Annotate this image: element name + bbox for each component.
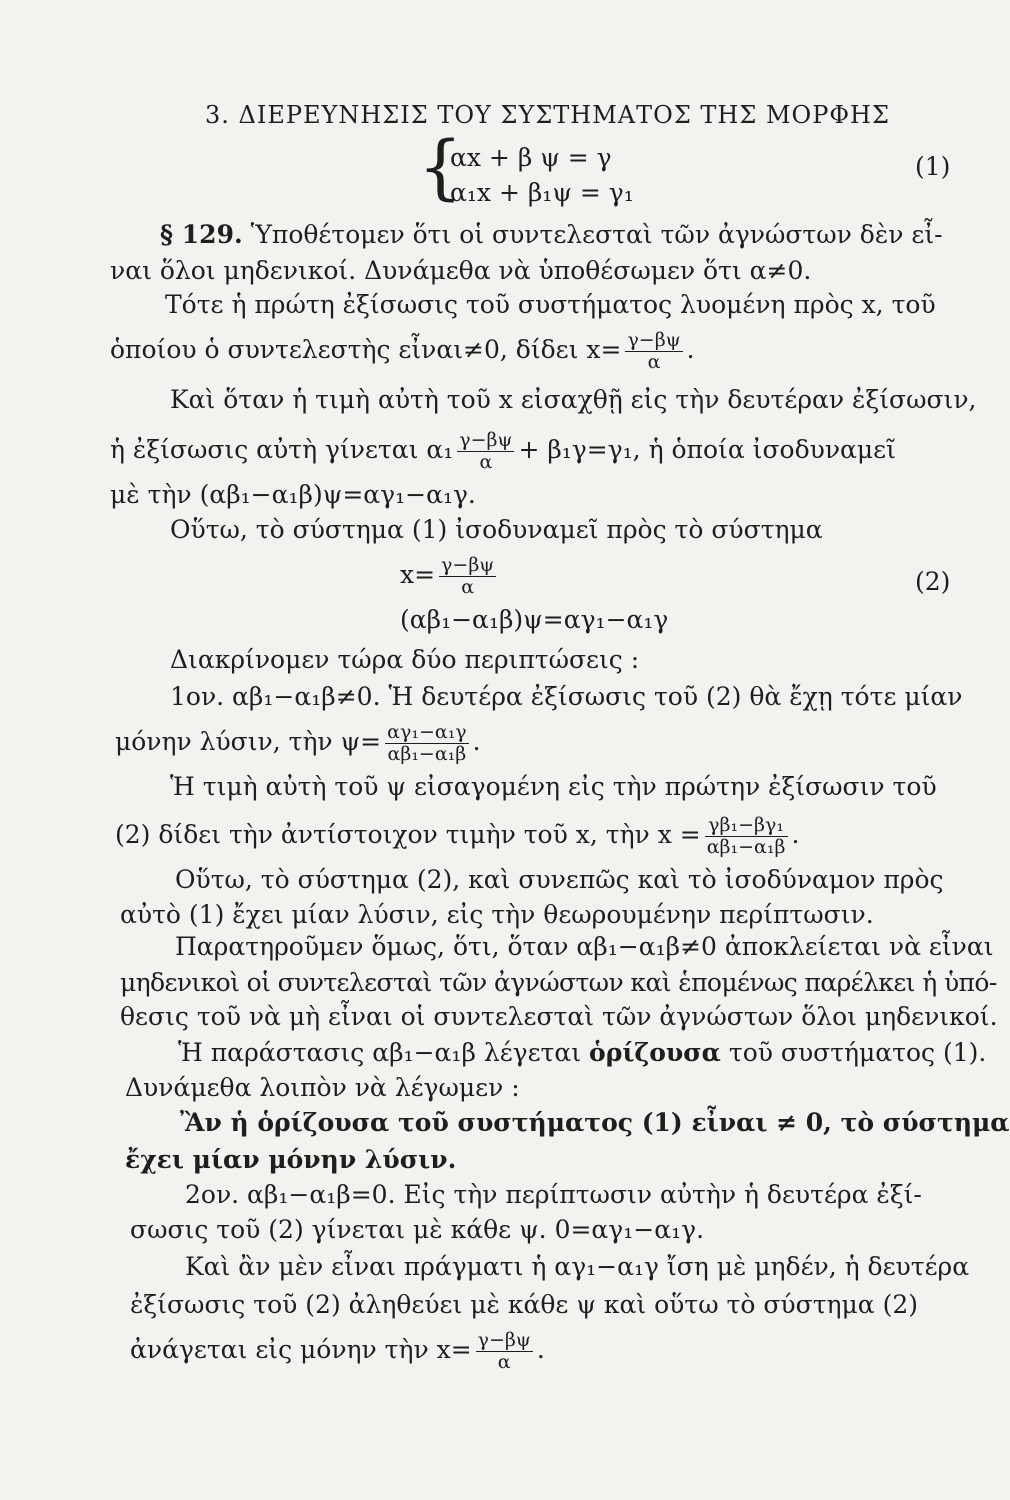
para-kaian-pre: ἀνάγεται εἰς μόνην τὴν x= — [130, 1335, 472, 1364]
para-timi-pre: (2) δίδει τὴν ἀντίστοιχον τιμὴν τοῦ x, τὴν x = — [115, 820, 701, 849]
para129-text: Ὑποθέτομεν ὅτι οἱ συντελεσταὶ τῶν ἀγνώστων δὲν εἶ- — [250, 220, 943, 249]
fraction-numerator: γ−βψ — [441, 554, 495, 576]
para-outo1-line1: Οὕτω, τὸ σύστημα (1) ἰσοδυναμεῖ πρὸς τὸ σύστημα — [170, 515, 823, 544]
term-orizousa: ὁρίζουσα — [589, 1038, 721, 1067]
para129-line1 — [160, 220, 943, 250]
case1-line2 — [115, 722, 481, 765]
para-kai-line1: Καὶ ὅταν ἡ τιμὴ αὐτὴ τοῦ x εἰσαχθῇ εἰς τὴν δευτέραν ἐξίσωσιν, — [170, 385, 977, 414]
fraction-x — [476, 1330, 533, 1373]
para-parast-line2: Δυνάμεθα λοιπὸν νὰ λέγωμεν : — [125, 1073, 520, 1102]
fraction-denominator: αβ₁−α₁β — [385, 743, 469, 765]
para-parast-post: τοῦ συστήματος (1). — [728, 1038, 987, 1067]
punctuation: . — [686, 335, 695, 364]
fraction-x-solution — [705, 815, 788, 858]
section-title: 3. ΔΙΕΡΕΥΝΗΣΙΣ ΤΟΥ ΣΥΣΤΗΜΑΤΟΣ ΤΗΣ ΜΟΡΦΗΣ — [205, 101, 890, 129]
system1-brace: { — [418, 126, 463, 208]
system2-eq1 — [400, 555, 500, 598]
para-tote-line2 — [110, 330, 695, 373]
fraction-denominator: αβ₁−α₁β — [706, 836, 786, 858]
fraction-denominator: α — [476, 1351, 533, 1373]
system2-lhs: x= — [400, 560, 436, 589]
fraction-numerator: γ−βψ — [459, 429, 513, 451]
case1-pre: μόνην λύσιν, τὴν ψ= — [115, 727, 382, 756]
para-parat-line1: Παρατηροῦμεν ὅμως, ὅτι, ὅταν αβ₁−α₁β≠0 ἀποκλείεται νὰ εἶναι — [175, 932, 994, 961]
case2-line1: 2ον. αβ₁−α₁β=0. Εἰς τὴν περίπτωσιν αὐτὴν ἡ δευτέρα ἐξί- — [185, 1180, 922, 1209]
para-kai-line2 — [110, 430, 896, 473]
para-kaian-line2: ἐξίσωσις τοῦ (2) ἀληθεύει μὲ κάθε ψ καὶ οὕτω τὸ σύστημα (2) — [130, 1290, 918, 1319]
fraction-denominator: α — [439, 576, 496, 598]
para-kai-line3: μὲ τὴν (αβ₁−α₁β)ψ=αγ₁−α₁γ. — [110, 480, 476, 509]
punctuation: . — [472, 727, 481, 756]
para-timi-line2 — [115, 815, 799, 858]
theorem-line2: ἔχει μίαν μόνην λύσιν. — [125, 1145, 457, 1174]
fraction-x — [439, 555, 496, 598]
punctuation: . — [791, 820, 800, 849]
fraction-psi — [385, 722, 469, 765]
para-kaian-line3 — [130, 1330, 545, 1373]
fraction-x — [457, 430, 514, 473]
para129-line2: ναι ὅλοι μηδενικοί. Δυνάμεθα νὰ ὑποθέσωμεν ὅτι α≠0. — [110, 256, 812, 285]
para-parat-line2: μηδενικοὶ οἱ συντελεσταὶ τῶν ἀγνώστων καὶ ἑπομένως παρέλκει ἡ ὑπό- — [120, 968, 997, 997]
fraction-x — [625, 330, 682, 373]
section-number: § 129. — [160, 220, 243, 249]
para-parat-line3: θεσις τοῦ νὰ μὴ εἶναι οἱ συντελεσταὶ τῶν ἀγνώστων ὅλοι μηδενικοί. — [120, 1002, 998, 1031]
para-outo2-line2: αὐτὸ (1) ἔχει μίαν λύσιν, εἰς τὴν θεωρουμένην περίπτωσιν. — [120, 900, 874, 929]
para-parast-line1 — [178, 1038, 986, 1068]
theorem-line1: Ἂν ἡ ὁρίζουσα τοῦ συστήματος (1) εἶναι ≠ 0, τὸ σύστημα — [180, 1108, 1010, 1137]
fraction-denominator: α — [457, 451, 514, 473]
system1-eq2: α₁x + β₁ψ = γ₁ — [450, 178, 634, 207]
fraction-denominator: α — [625, 351, 682, 373]
para-timi-line1: Ἡ τιμὴ αὐτὴ τοῦ ψ εἰσαγομένη εἰς τὴν πρώτην ἐξίσωσιν τοῦ — [170, 772, 937, 801]
fraction-numerator: γ−βψ — [627, 329, 681, 351]
fraction-numerator: γ−βψ — [477, 1329, 531, 1351]
system1-eq1: αx + β ψ = γ — [450, 143, 612, 172]
system2-eq2: (αβ₁−α₁β)ψ=αγ₁−α₁γ — [400, 605, 669, 634]
para-kai-pre: ἡ ἐξίσωσις αὐτὴ γίνεται α₁ — [110, 435, 454, 464]
fraction-numerator: αγ₁−α₁γ — [387, 721, 467, 743]
para-parast-pre: Ἡ παράστασις αβ₁−α₁β λέγεται — [178, 1038, 582, 1067]
para-tote-line1: Τότε ἡ πρώτη ἐξίσωσις τοῦ συστήματος λυομένη πρὸς x, τοῦ — [165, 290, 936, 319]
para-kaian-line1: Καὶ ἂν μὲν εἶναι πράγματι ἡ αγ₁−α₁γ ἴση μὲ μηδέν, ἡ δευτέρα — [185, 1252, 970, 1281]
para-diakr: Διακρίνομεν τώρα δύο περιπτώσεις : — [170, 645, 640, 674]
case1-line1: 1ον. αβ₁−α₁β≠0. Ἡ δευτέρα ἐξίσωσις τοῦ (2) θὰ ἔχῃ τότε μίαν — [170, 682, 963, 711]
system2-label: (2) — [915, 567, 951, 596]
punctuation: . — [536, 1335, 545, 1364]
para-outo2-line1: Οὕτω, τὸ σύστημα (2), καὶ συνεπῶς καὶ τὸ ἰσοδύναμον πρὸς — [175, 865, 944, 894]
fraction-numerator: γβ₁−βγ₁ — [708, 814, 785, 836]
para-kai-post: + β₁γ=γ₁, ἡ ὁποία ἰσοδυναμεῖ — [518, 435, 896, 464]
case2-line2: σωσις τοῦ (2) γίνεται μὲ κάθε ψ. 0=αγ₁−α₁γ. — [130, 1215, 705, 1244]
para-tote-text: ὁποίου ὁ συντελεστὴς εἶναι≠0, δίδει x= — [110, 335, 622, 364]
system1-label: (1) — [915, 152, 951, 181]
